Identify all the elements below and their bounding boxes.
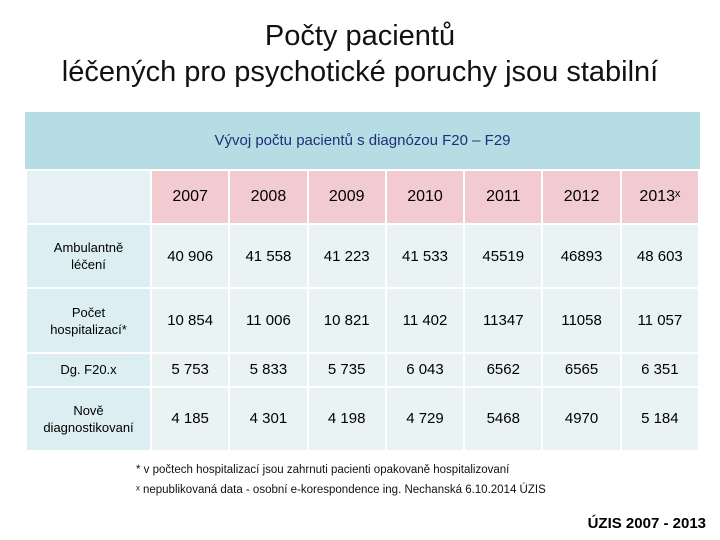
table-row xyxy=(26,288,699,352)
table-cell: 5 753 xyxy=(151,353,229,387)
year-header: 2007 xyxy=(151,170,229,224)
table-cell: 6 351 xyxy=(621,353,699,387)
footnotes xyxy=(136,460,546,500)
table-cell: 5468 xyxy=(464,387,542,451)
row-label xyxy=(26,224,151,288)
table-cell: 41 558 xyxy=(229,224,307,288)
row-label xyxy=(26,288,151,352)
table-cell: 5 184 xyxy=(621,387,699,451)
row-label xyxy=(26,353,151,387)
table-cell: 11 057 xyxy=(621,288,699,352)
table-row xyxy=(26,387,699,451)
table-cell: 4 729 xyxy=(386,387,464,451)
table-cell: 41 533 xyxy=(386,224,464,288)
table-row xyxy=(26,224,699,288)
table-cell: 10 854 xyxy=(151,288,229,352)
table-cell: 4 301 xyxy=(229,387,307,451)
table-cell: 40 906 xyxy=(151,224,229,288)
table-cell: 5 735 xyxy=(308,353,386,387)
table-cell: 5 833 xyxy=(229,353,307,387)
year-header: 2012 xyxy=(542,170,620,224)
table-cell: 11058 xyxy=(542,288,620,352)
row-label-line: Nově xyxy=(73,402,104,418)
table-cell: 46893 xyxy=(542,224,620,288)
year-header: 2009 xyxy=(308,170,386,224)
table-row xyxy=(26,353,699,387)
table-cell: 6562 xyxy=(464,353,542,387)
row-label-line: Ambulantně xyxy=(53,240,124,256)
table-cell: 48 603 xyxy=(621,224,699,288)
table-cell: 10 821 xyxy=(308,288,386,352)
table-cell: 41 223 xyxy=(308,224,386,288)
title-line-2: léčených pro psychotické poruchy jsou stabilní xyxy=(61,56,659,88)
row-label-line: diagnostikovaní xyxy=(43,419,134,435)
year-header: 2011 xyxy=(464,170,542,224)
table-cell: 11 402 xyxy=(386,288,464,352)
table-cell: 11347 xyxy=(464,288,542,352)
row-label-line: Dg. F20.x xyxy=(60,362,117,378)
row-label-line: léčení xyxy=(71,257,106,273)
table-cell: 6 043 xyxy=(386,353,464,387)
table-cell: 6565 xyxy=(542,353,620,387)
row-label-line: Počet xyxy=(71,304,106,320)
footnote-hospitalization: * v počtech hospitalizací jsou zahrnuti pacienti opakovaně hospitalizovaní xyxy=(136,464,510,476)
source-footer: ÚZIS 2007 - 2013 xyxy=(587,515,706,532)
table-subtitle: Vývoj počtu pacientů s diagnózou F20 – F29 xyxy=(25,112,700,169)
row-label xyxy=(26,387,151,451)
data-table-panel xyxy=(25,112,700,452)
patients-table xyxy=(25,169,700,452)
table-cell: 45519 xyxy=(464,224,542,288)
table-cell: 4 185 xyxy=(151,387,229,451)
row-label-line: hospitalizací* xyxy=(50,321,127,337)
year-header: 2008 xyxy=(229,170,307,224)
table-cell: 11 006 xyxy=(229,288,307,352)
table-cell: 4970 xyxy=(542,387,620,451)
year-header-row xyxy=(26,170,699,224)
footnote-unpublished: ˣ nepublikovaná data - osobní e-korespondence ing. Nechanská 6.10.2014 ÚZIS xyxy=(136,484,546,496)
year-header: 2013ˣ xyxy=(621,170,699,224)
page-title xyxy=(0,18,720,90)
table-cell: 4 198 xyxy=(308,387,386,451)
year-header: 2010 xyxy=(386,170,464,224)
title-line-1: Počty pacientů xyxy=(264,20,456,52)
table-corner-cell xyxy=(26,170,151,224)
